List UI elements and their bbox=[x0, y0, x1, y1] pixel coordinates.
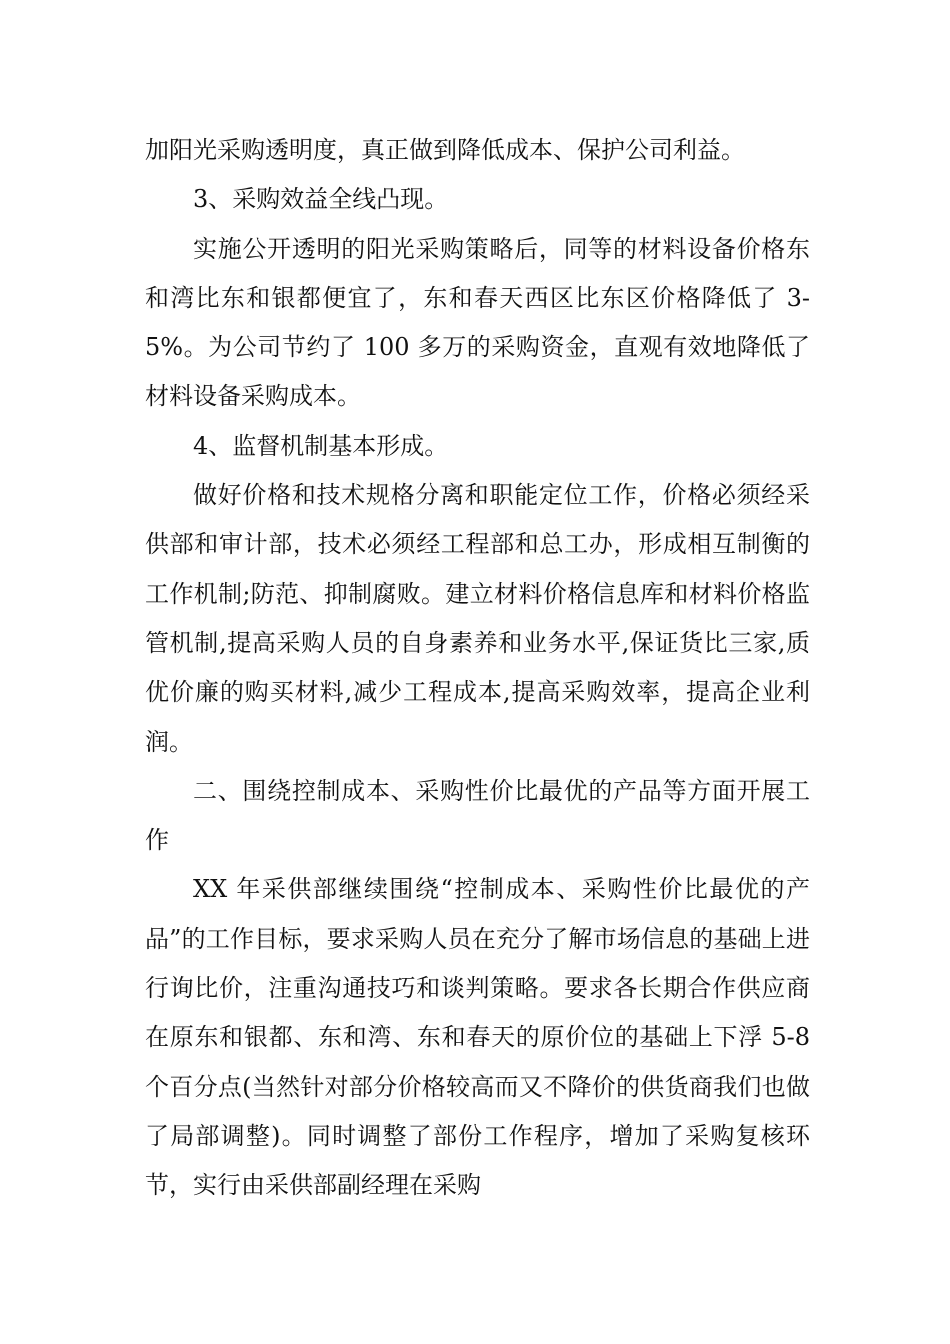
section-heading-3: 3、采购效益全线凸现。 bbox=[193, 185, 449, 214]
section-heading-2: 二、围绕控制成本、采购性价比最优的产品等方面开展工作 bbox=[145, 776, 810, 855]
section-heading-4: 4、监督机制基本形成。 bbox=[193, 431, 449, 460]
paragraph-cost-control: XX 年采供部继续围绕“控制成本、采购性价比最优的产品”的工作目标，要求采购人员在充分了解市场信息的基础上进行询比价，注重沟通技巧和谈判策略。要求各长期合作供应商在原东和银都、东和湾、东和春天的原价位的基础上下浮 5-8 个百分点(当然针对部分价格较高而又不降价的供货商我们也做了局部调整)。同时调整了部份工作程序，增加了采购复核环节，实行由采供部副经理在采购 bbox=[145, 875, 810, 1200]
paragraph-continued: 加阳光采购透明度，真正做到降低成本、保护公司利益。 bbox=[145, 136, 745, 164]
document-body bbox=[145, 126, 810, 1211]
paragraph-procurement-savings: 实施公开透明的阳光采购策略后，同等的材料设备价格东和湾比东和银都便宜了，东和春天西区比东区价格降低了 3-5%。为公司节约了 100 多万的采购资金，直观有效地降低了材料设备采购成本。 bbox=[145, 234, 810, 411]
paragraph-supervision-mechanism: 做好价格和技术规格分离和职能定位工作，价格必须经采供部和审计部，技术必须经工程部和总工办，形成相互制衡的工作机制;防范、抑制腐败。建立材料价格信息库和材料价格监管机制,提高采购人员的自身素养和业务水平,保证货比三家,质优价廉的购买材料,减少工程成本,提高采购效率，提高企业利润。 bbox=[145, 481, 810, 756]
